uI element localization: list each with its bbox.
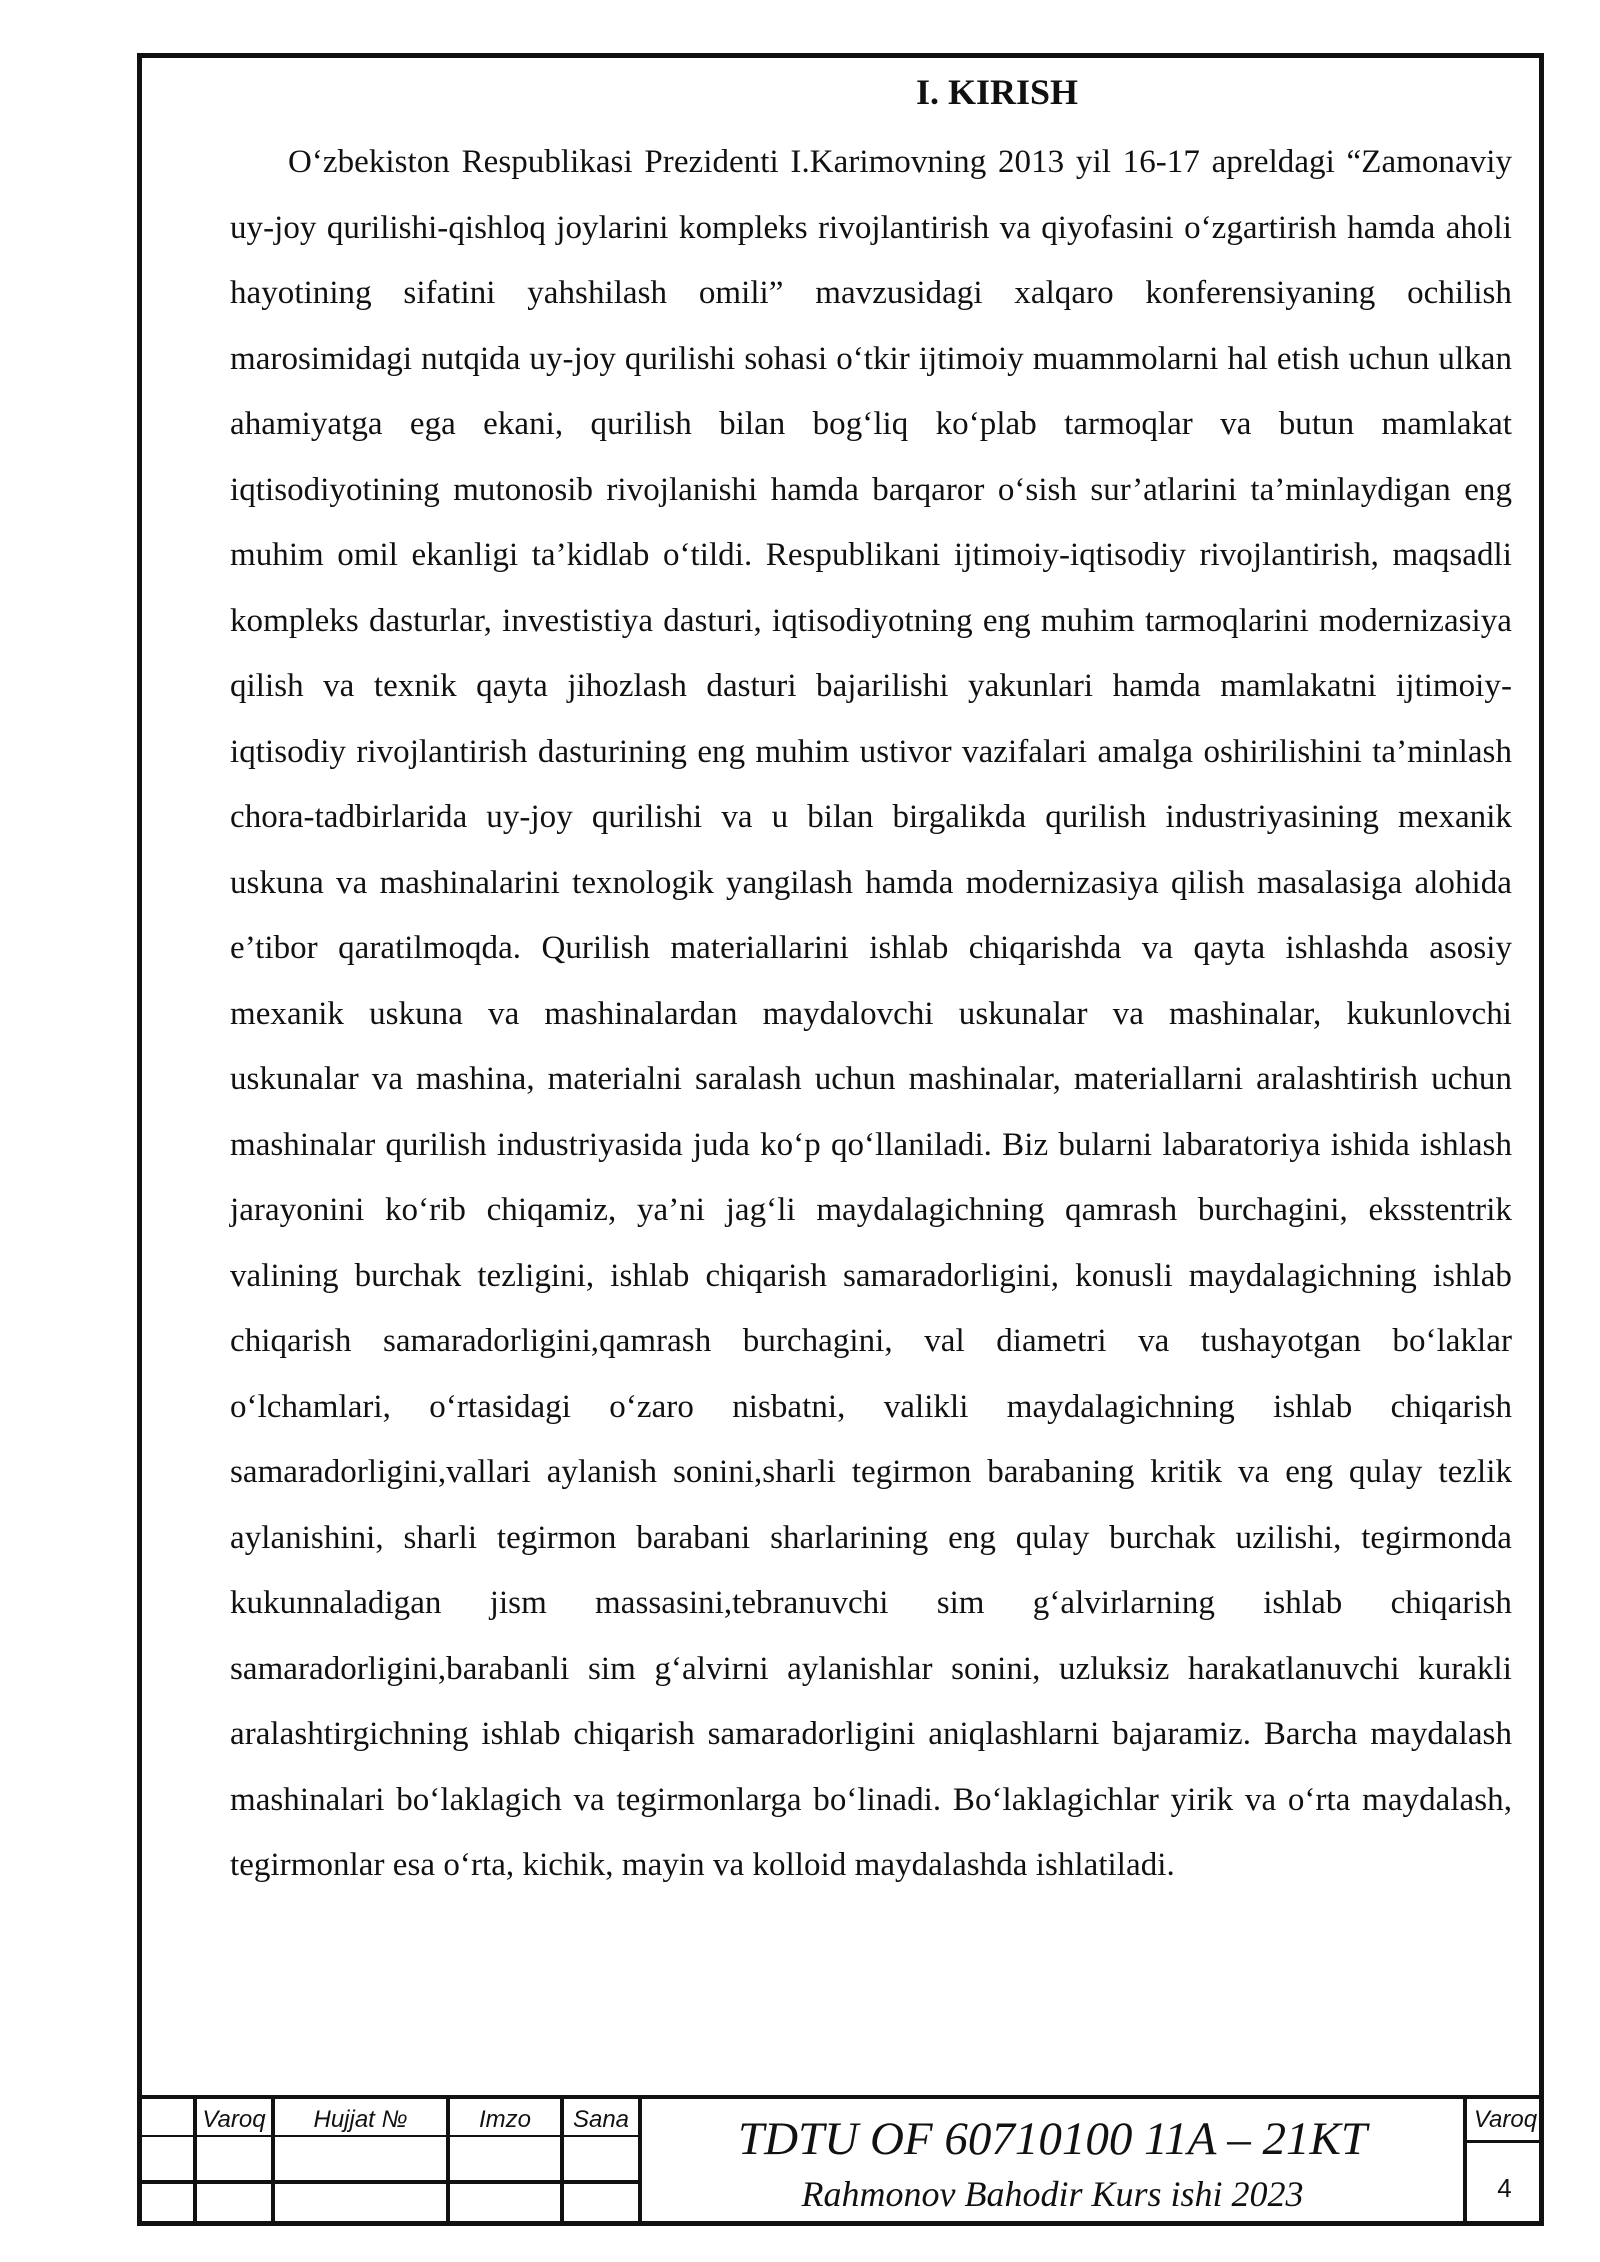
section-heading: I. KIRISH xyxy=(915,72,1079,112)
stamp-row-line xyxy=(137,2135,640,2137)
stamp-label-date: Sana xyxy=(572,2106,630,2133)
page-number: 4 xyxy=(1497,2173,1512,2203)
stamp-label-sheet-right: Varoq xyxy=(1473,2106,1538,2133)
author-line: Rahmonov Bahodir Kurs ishi 2023 xyxy=(801,2174,1304,2214)
stamp-row-line xyxy=(137,2180,640,2184)
stamp-label-signature: Imzo xyxy=(478,2106,531,2133)
document-code: TDTU OF 60710100 11A – 21KT xyxy=(738,2113,1367,2165)
body-paragraph: O‘zbekiston Respublikasi Prezidenti I.Karimovning 2013 yil 16-17 apreldagi “Zamonaviy uy-joy qurilishi-qishloq joylarini kompleks rivojlantirish va qiyofasini o‘zgartirish hamda aholi hayotining sifatini yahshilash omili” mavzusidagi xalqaro konferensiyaning ochilish marosimidagi nutqida uy-joy qurilishi sohasi o‘tkir ijtimoiy muammolarni hal etish uchun ulkan ahamiyatga ega ekani, qurilish bilan bog‘liq ko‘plab tarmoqlar va butun mamlakat iqtisodiyotining mutonosib rivojlanishi hamda barqaror o‘sish sur’atlarini ta’minlaydigan eng muhim omil ekanligi ta’kidlab o‘tildi. Respublikani ijtimoiy-iqtisodiy rivojlantirish, maqsadli kompleks dasturlar, investistiya dasturi, iqtisodiyotning eng muhim tarmoqlarini modernizasiya qilish va texnik qayta jihozlash dasturi bajarilishi yakunlari hamda mamlakatni ijtimoiy-iqtisodiy rivojlantirish dasturining eng muhim ustivor vazifalari amalga oshirilishini ta’minlash chora-tadbirlarida uy-joy qurilishi va u bilan birgalikda qurilish industriyasining mexanik uskuna va mashinalarini texnologik yangilash hamda modernizasiya qilish masalasiga alohida e’tibor qaratilmoqda. Qurilish materiallarini ishlab chiqarishda va qayta ishlashda asosiy mexanik uskuna va mashinalardan maydalovchi uskunalar va mashinalar, kukunlovchi uskunalar va mashina, materialni saralash uchun mashinalar, materiallarni aralashtirish uchun mashinalar qurilish industriyasida juda ko‘p qo‘llaniladi. Biz bularni labaratoriya ishida ishlash jarayonini ko‘rib chiqamiz, ya’ni jag‘li maydalagichning qamrash burchagini, eksstentrik valining burchak tezligini, ishlab chiqarish samaradorligini, konusli maydalagichning ishlab chiqarish samaradorligini,qamrash burchagini, val diametri va tushayotgan bo‘laklar o‘lchamlari, o‘rtasidagi o‘zaro nisbatni, valikli maydalagichning ishlab chiqarish samaradorligini,vallari aylanish sonini,sharli tegirmon barabaning kritik va eng qulay tezlik aylanishini, sharli tegirmon barabani sharlarining eng qulay burchak uzilishi, tegirmonda kukunnaladigan jism massasini,tebranuvchi sim g‘alvirlarning ishlab chiqarish samaradorligini,barabanli sim g‘alvirni aylanishlar sonini, uzluksiz harakatlanuvchi kurakli aralashtirgichning ishlab chiqarish samaradorligini aniqlashlarni bajaramiz. Barcha maydalash mashinalari bo‘laklagich va tegirmonlarga bo‘linadi. Bo‘laklagichlar yirik va o‘rta maydalash, tegirmonlar esa o‘rta, kichik, mayin va kolloid maydalashda ishlatiladi. xyxy=(230,144,1512,1883)
stamp-label-sheet: Varoq xyxy=(202,2106,266,2133)
stamp-row-line xyxy=(1463,2140,1544,2143)
stamp-label-doc-no: Hujjat № xyxy=(313,2106,408,2133)
stamp-top-line xyxy=(137,2095,1544,2099)
